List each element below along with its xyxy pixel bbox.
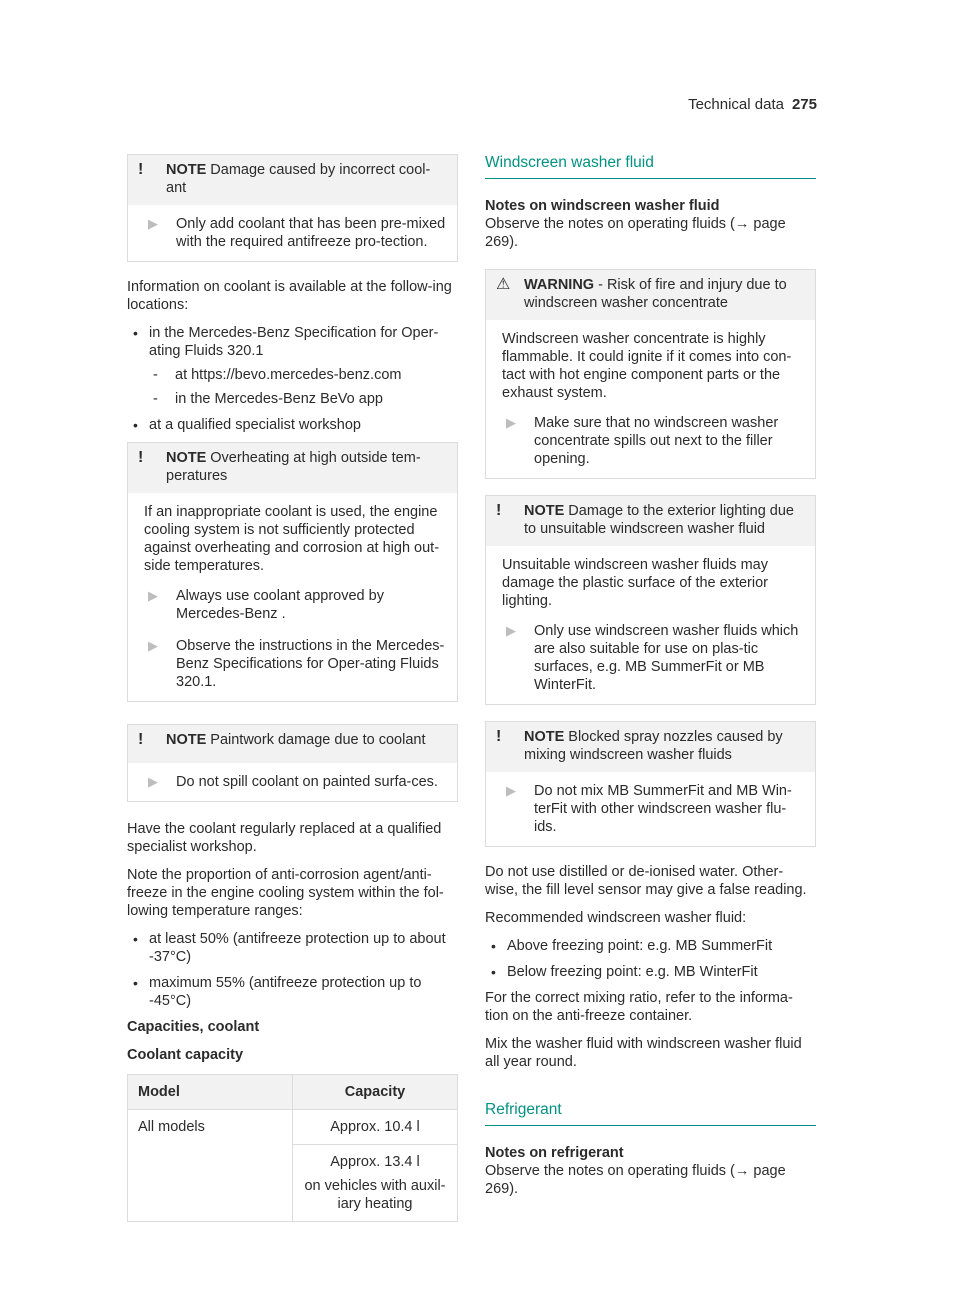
arrow-right-icon: ▶: [148, 638, 158, 653]
step-item: ▶ Make sure that no windscreen washer concentrate spills out next to the filler opening.: [502, 414, 805, 468]
page-number: 275: [791, 96, 817, 113]
section-title-refrigerant: Refrigerant: [485, 1101, 816, 1126]
step-item: ▶ Observe the instructions in the Mercedes-Benz Specifications for Oper-ating Fluids 320.1.: [144, 637, 447, 691]
recommended-list: [485, 937, 816, 981]
note-body: Unsuitable windscreen washer fluids may damage the plastic surface of the exterior lighting.: [502, 557, 768, 609]
refrigerant-notes-text: Observe the notes on operating fluids (→ page 269).: [485, 1163, 786, 1197]
column-header-capacity: Capacity: [293, 1075, 458, 1110]
step-item: ▶ Always use coolant approved by Mercedes-Benz .: [144, 587, 447, 623]
arrow-right-icon: ▶: [506, 623, 516, 638]
note-label: NOTE: [166, 162, 207, 178]
note-label: NOTE: [166, 450, 207, 466]
info-text: Information on coolant is available at the follow-ing locations:: [127, 279, 452, 313]
list-item: - at https://bevo.mercedes-benz.com: [149, 366, 458, 384]
capacities-heading: Capacities, coolant: [127, 1019, 260, 1035]
note-label: NOTE: [524, 729, 565, 745]
note-header: [128, 443, 457, 493]
arrow-right-icon: ▶: [506, 415, 516, 430]
exclamation-icon: !: [138, 161, 144, 178]
range-list: [127, 930, 458, 1010]
page-header: [688, 96, 817, 114]
year-round-text: Mix the washer fluid with windscreen washer fluid all year round.: [485, 1036, 802, 1070]
warning-body: Windscreen washer concentrate is highly flammable. It could ignite if it comes into con-tact with hot engine component parts or the exhaust system.: [502, 331, 792, 401]
exclamation-icon: !: [496, 502, 502, 519]
note-box-overheating: [127, 442, 458, 702]
note-label: NOTE: [166, 732, 207, 748]
note-header: [486, 496, 815, 546]
note-header: [128, 155, 457, 205]
coolant-capacity-table: [127, 1074, 458, 1222]
list-item: • Below freezing point: e.g. MB WinterFit: [485, 963, 816, 981]
left-column: [127, 154, 458, 1222]
arrow-right-icon: ▶: [148, 216, 158, 231]
note-body: If an inappropriate coolant is used, the engine cooling system is not sufficiently protected against overheating and corrosion at high out-side temperatures.: [144, 504, 440, 574]
warning-box: [485, 269, 816, 479]
note-box-coolant: [127, 154, 458, 262]
note-title: Damage caused by incorrect cool-ant: [166, 162, 431, 196]
note-header: [486, 722, 815, 772]
arrow-right-icon: ▶: [148, 774, 158, 789]
capacity-cell: Approx. 13.4 l on vehicles with auxil-iary heating: [293, 1145, 458, 1222]
warning-header: [486, 270, 815, 320]
section-name: Technical data: [688, 96, 784, 113]
arrow-right-icon: ▶: [506, 783, 516, 798]
refrigerant-notes-heading: Notes on refrigerant: [485, 1145, 624, 1161]
location-list: [127, 324, 458, 434]
step-item: ▶ Only use windscreen washer fluids which are also suitable for use on plas-tic surfaces, e.g. MB SummerFit or MB WinterFit.: [502, 622, 805, 694]
model-cell: All models: [128, 1110, 293, 1222]
exclamation-icon: !: [138, 731, 144, 748]
washer-notes-text: Observe the notes on operating fluids (→ page 269).: [485, 216, 786, 250]
note-title: Damage to the exterior lighting due to unsuitable windscreen washer fluid: [524, 503, 794, 537]
note-title: Blocked spray nozzles caused by mixing windscreen washer fluids: [524, 729, 783, 763]
step-item: ▶ Do not mix MB SummerFit and MB Win-terFit with other windscreen washer flu-ids.: [502, 782, 805, 836]
note-title: Overheating at high outside tem-peratures: [166, 450, 421, 484]
distilled-water-text: Do not use distilled or de-ionised water. Other-wise, the fill level sensor may give a false reading.: [485, 864, 807, 898]
note-box-lighting: [485, 495, 816, 705]
replace-text: Have the coolant regularly replaced at a qualified specialist workshop.: [127, 821, 442, 855]
list-item: • in the Mercedes-Benz Specification for Oper-ating Fluids 320.1 - at https://bevo.mercedes-benz.com - in the Mercedes-Benz BeVo app: [127, 324, 458, 408]
note-box-nozzles: [485, 721, 816, 847]
note-box-paintwork: [127, 724, 458, 802]
arrow-right-icon: ▶: [148, 588, 158, 603]
note-title: Paintwork damage due to coolant: [210, 732, 426, 748]
warning-label: WARNING: [524, 277, 595, 293]
washer-notes-heading: Notes on windscreen washer fluid: [485, 198, 720, 214]
list-item: - in the Mercedes-Benz BeVo app: [149, 390, 458, 408]
warning-triangle-icon: ⚠: [496, 276, 511, 293]
section-title-washer: Windscreen washer fluid: [485, 154, 816, 179]
mixing-ratio-text: For the correct mixing ratio, refer to the informa-tion on the anti-freeze container.: [485, 990, 793, 1024]
step-item: ▶ Only add coolant that has been pre-mixed with the required antifreeze pro-tection.: [144, 215, 447, 251]
right-column: [485, 154, 816, 1208]
list-item: • Above freezing point: e.g. MB SummerFit: [485, 937, 816, 955]
recommended-text: Recommended windscreen washer fluid:: [485, 910, 747, 926]
capacity-cell: Approx. 10.4 l: [293, 1110, 458, 1145]
capacity-subheading: Coolant capacity: [127, 1047, 244, 1063]
list-item: • at a qualified specialist workshop: [127, 416, 458, 434]
list-item: • at least 50% (antifreeze protection up to about -37°C): [127, 930, 458, 966]
column-header-model: Model: [128, 1075, 293, 1110]
list-item: • maximum 55% (antifreeze protection up to -45°C): [127, 974, 458, 1010]
warning-title: - Risk of fire and injury due to windscreen washer concentrate: [524, 277, 787, 311]
note-header: [128, 725, 457, 763]
exclamation-icon: !: [496, 728, 502, 745]
exclamation-icon: !: [138, 449, 144, 466]
note-label: NOTE: [524, 503, 565, 519]
proportion-text: Note the proportion of anti-corrosion agent/anti-freeze in the engine cooling system within the fol-lowing temperature ranges:: [127, 867, 444, 919]
table-row: [128, 1110, 458, 1145]
step-item: ▶ Do not spill coolant on painted surfa-ces.: [144, 773, 447, 791]
